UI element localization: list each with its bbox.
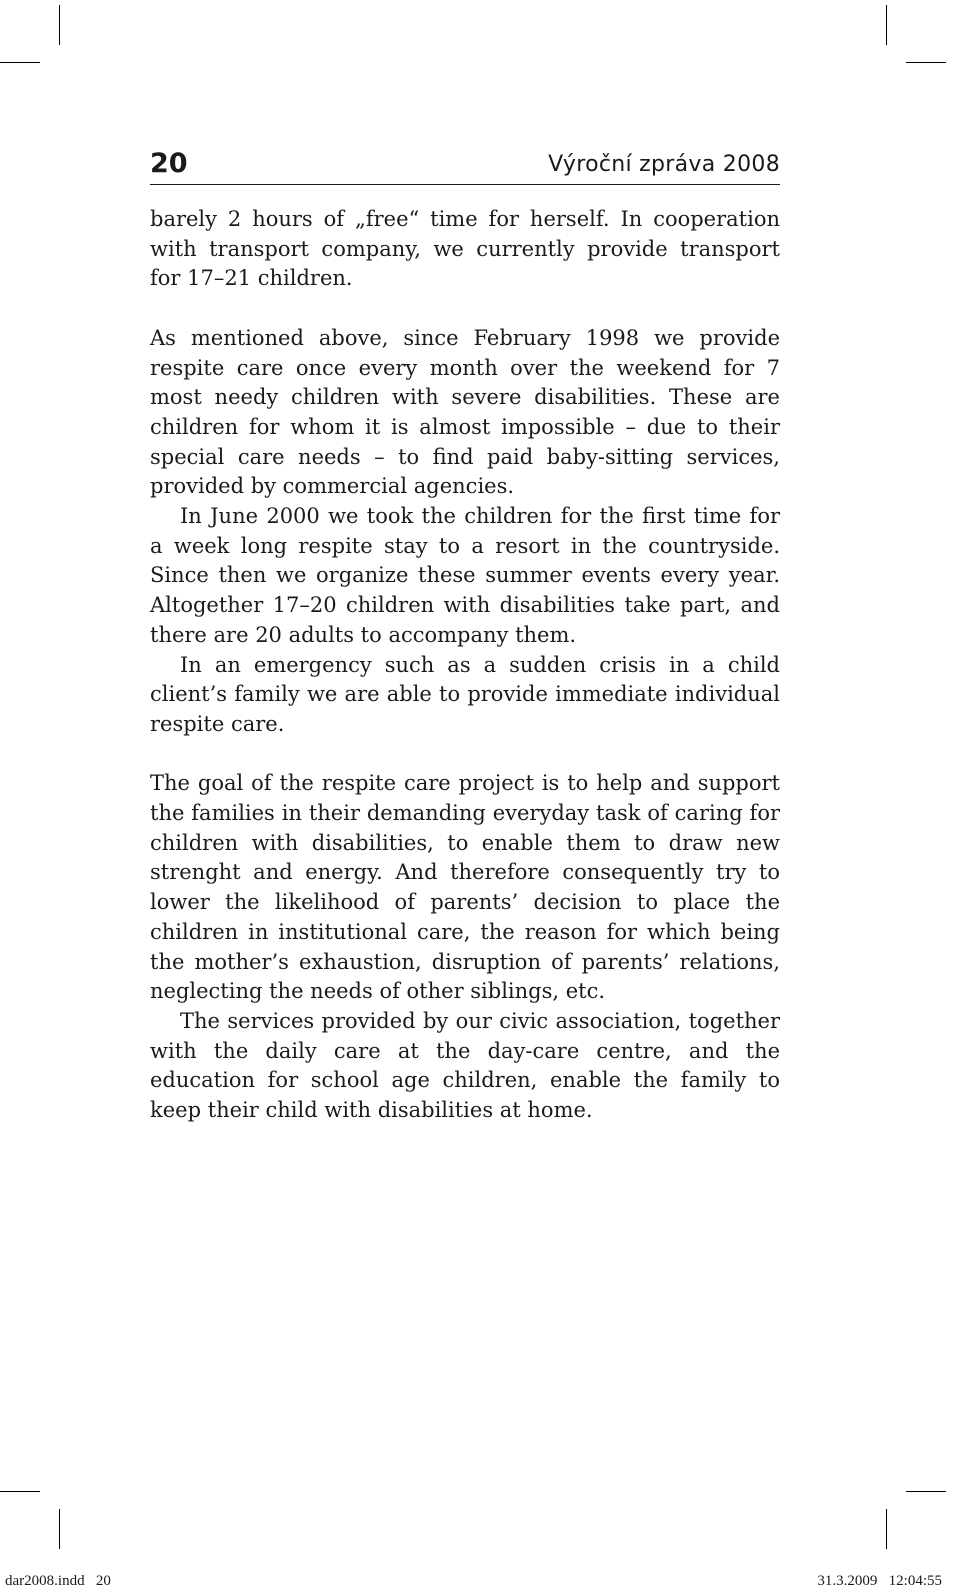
- page-number: 20: [150, 148, 188, 179]
- paragraph: In an emergency such as a sudden crisis in a child client’s family we are able to provide immediate individual respite care.: [150, 652, 780, 736]
- slug-file: dar2008.indd 20: [5, 1573, 111, 1589]
- crop-mark: [886, 5, 887, 45]
- slug-timestamp: 31.3.2009 12:04:55: [817, 1573, 942, 1589]
- paragraph: In June 2000 we took the children for the first time for a week long respite stay to a resort in the countryside. Since then we organize these summer events every year. Altogether 17–20 children with disabilities take part, and there are 20 adults to accompany them.: [150, 504, 780, 647]
- crop-mark: [0, 62, 40, 63]
- crop-mark: [906, 1491, 946, 1492]
- page-header: [150, 148, 780, 185]
- paragraph: The services provided by our civic association, together with the daily care at the day-care centre, and the education for school age children, enable the family to keep their child with disabilities at home.: [150, 1008, 780, 1123]
- paragraph: The goal of the respite care project is to help and support the families in their demanding everyday task of caring for children with disabilities, to enable them to draw new strenght and energy. And therefore consequently try to lower the likelihood of parents’ decision to place the children in institutional care, the reason for which being the mother’s exhaustion, disruption of parents’ relations, neglecting the needs of other siblings, etc.: [150, 771, 780, 1004]
- crop-mark: [886, 1509, 887, 1549]
- crop-mark: [0, 1491, 40, 1492]
- body-text: [150, 205, 780, 1126]
- crop-mark: [59, 1509, 60, 1549]
- paragraph: As mentioned above, since February 1998 we provide respite care once every month over the weekend for 7 most needy children with severe disabilities. These are children for whom it is almost impossible – due to their special care needs – to find paid baby-sitting services, provided by commercial agencies.: [150, 325, 780, 499]
- crop-mark: [906, 62, 946, 63]
- running-title: Výroční zpráva 2008: [548, 152, 780, 177]
- paragraph: barely 2 hours of „free“ time for herself. In cooperation with transport company, we currently provide transport for 17–21 children.: [150, 207, 780, 291]
- crop-mark: [59, 5, 60, 45]
